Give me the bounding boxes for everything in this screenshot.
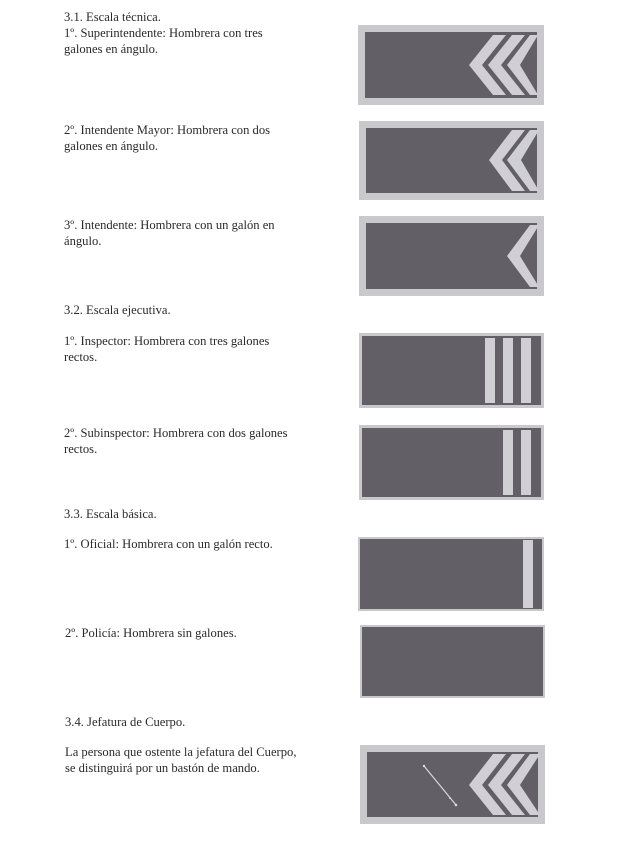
one-bar-icon: [358, 537, 544, 611]
jefatura-text-line1: La persona que ostente la jefatura del Cuerpo,: [65, 745, 297, 759]
two-bars-icon: [359, 425, 544, 500]
two-chevrons-icon: [359, 121, 544, 200]
subinspector-text-line2: rectos.: [64, 442, 98, 456]
oficial-text: 1º. Oficial: Hombrera con un galón recto.: [64, 537, 273, 551]
three-bars-icon: [359, 333, 544, 408]
three-chevrons-with-baton-icon: [360, 745, 545, 824]
section-heading-jefatura: 3.4. Jefatura de Cuerpo.: [65, 715, 186, 729]
epaulette-subinspector: [359, 425, 544, 500]
epaulette-oficial: [358, 537, 544, 611]
subinspector-text-line1: 2º. Subinspector: Hombrera con dos galones: [64, 426, 288, 440]
intendente-text-line2: ángulo.: [64, 234, 102, 248]
epaulette-intendente: [359, 216, 544, 296]
superintendente-text-line2: galones en ángulo.: [64, 42, 159, 56]
epaulette-policia: [360, 625, 545, 698]
section-heading-basica: 3.3. Escala básica.: [64, 507, 157, 521]
epaulette-intendente-mayor: [359, 121, 544, 200]
section-heading-tecnica: 3.1. Escala técnica.: [64, 10, 161, 24]
superintendente-text-line1: 1º. Superintendente: Hombrera con tres: [64, 26, 263, 40]
intendente-mayor-text-line1: 2º. Intendente Mayor: Hombrera con dos: [64, 123, 271, 137]
one-chevron-icon: [359, 216, 544, 296]
intendente-mayor-text-line2: galones en ángulo.: [64, 139, 159, 153]
intendente-text-line1: 3º. Intendente: Hombrera con un galón en: [64, 218, 275, 232]
inspector-text-line2: rectos.: [64, 350, 98, 364]
epaulette-inspector: [359, 333, 544, 408]
inspector-text-line1: 1º. Inspector: Hombrera con tres galones: [64, 334, 270, 348]
epaulette-jefatura: [360, 745, 545, 824]
policia-text: 2º. Policía: Hombrera sin galones.: [65, 626, 237, 640]
baton-icon: [423, 765, 458, 807]
epaulette-superintendente: [358, 25, 544, 105]
three-chevrons-icon: [358, 25, 544, 105]
jefatura-text-line2: se distinguirá por un bastón de mando.: [65, 761, 260, 775]
section-heading-ejecutiva: 3.2. Escala ejecutiva.: [64, 303, 171, 317]
